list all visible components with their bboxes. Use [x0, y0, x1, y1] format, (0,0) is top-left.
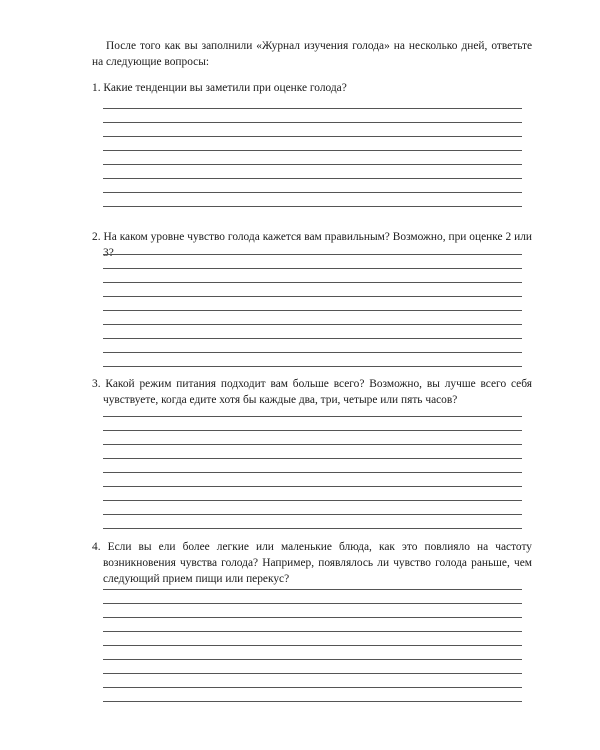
- answer-line[interactable]: [103, 603, 522, 604]
- answer-line[interactable]: [103, 310, 522, 311]
- answer-line[interactable]: [103, 430, 522, 431]
- answer-line[interactable]: [103, 486, 522, 487]
- question-2-text: На каком уровне чувство голода кажется вам правильным? Возможно, при оценке 2 или 3?: [103, 231, 532, 259]
- answer-line[interactable]: [103, 617, 522, 618]
- answer-line[interactable]: [103, 458, 522, 459]
- question-4-number: 4.: [92, 541, 101, 553]
- answer-line[interactable]: [103, 701, 522, 702]
- question-3-text: Какой режим питания подходит вам больше всего? Возможно, вы лучше всего себя чувствуете, когда едите хотя бы каждые два, три, четыре или пять часов?: [103, 378, 532, 406]
- answer-line[interactable]: [103, 687, 522, 688]
- answer-line[interactable]: [103, 122, 522, 123]
- question-4-text: Если вы ели более легкие или маленькие блюда, как это повлияло на частоту возникновения чувства голода? Например, появлялось ли чувство голода раньше, чем следующий прием пищи или перекус?: [103, 541, 532, 585]
- answer-line[interactable]: [103, 416, 522, 417]
- answer-line[interactable]: [103, 673, 522, 674]
- intro-paragraph: После того как вы заполнили «Журнал изучения голода» на несколько дней, ответьте на следующие вопросы:: [92, 40, 532, 68]
- question-3-number: 3.: [92, 378, 101, 390]
- answer-line[interactable]: [103, 500, 522, 501]
- question-1-number: 1.: [92, 82, 101, 94]
- question-1: [92, 80, 532, 96]
- answer-line[interactable]: [103, 178, 522, 179]
- answer-line[interactable]: [103, 108, 522, 109]
- answer-line[interactable]: [103, 352, 522, 353]
- question-2-number: 2.: [92, 231, 101, 243]
- answer-line[interactable]: [103, 136, 522, 137]
- answer-line[interactable]: [103, 645, 522, 646]
- answer-line[interactable]: [103, 296, 522, 297]
- answer-line[interactable]: [103, 164, 522, 165]
- question-1-text: Какие тенденции вы заметили при оценке голода?: [103, 82, 347, 94]
- answer-line[interactable]: [103, 324, 522, 325]
- answer-line[interactable]: [103, 338, 522, 339]
- question-4: [92, 539, 532, 587]
- answer-line[interactable]: [103, 514, 522, 515]
- answer-line[interactable]: [103, 631, 522, 632]
- answer-line[interactable]: [103, 282, 522, 283]
- answer-line[interactable]: [103, 254, 522, 255]
- question-2: [92, 229, 532, 261]
- answer-line[interactable]: [103, 589, 522, 590]
- answer-line[interactable]: [103, 366, 522, 367]
- answer-line[interactable]: [103, 150, 522, 151]
- answer-line[interactable]: [103, 192, 522, 193]
- question-3: [92, 376, 532, 408]
- answer-line[interactable]: [103, 659, 522, 660]
- answer-line[interactable]: [103, 268, 522, 269]
- answer-line[interactable]: [103, 206, 522, 207]
- answer-line[interactable]: [103, 472, 522, 473]
- answer-line[interactable]: [103, 528, 522, 529]
- answer-line[interactable]: [103, 444, 522, 445]
